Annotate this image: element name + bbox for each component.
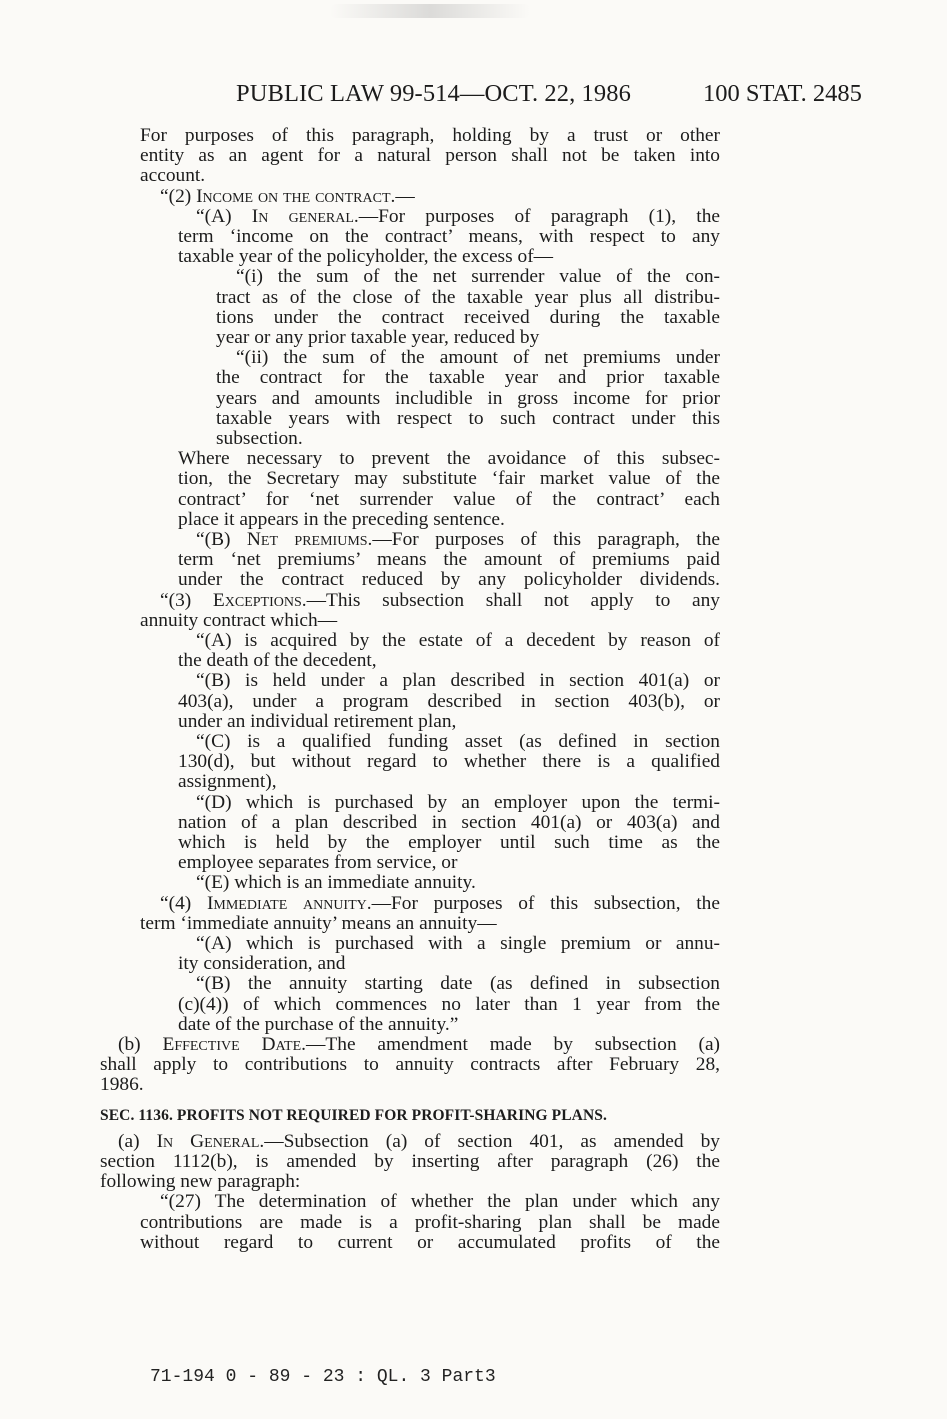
text-line: years and amounts includible in gross income for prior — [216, 387, 720, 409]
text-line: assignment), — [178, 771, 277, 793]
line-rest: —This subsection shall not apply to any — [306, 589, 720, 611]
line-prefix: “(2) — [160, 185, 197, 207]
section-heading-text: SEC. 1136. PROFITS NOT REQUIRED FOR PROFIT-SHARING PLANS. — [100, 1106, 607, 1124]
text-line: date of the purchase of the annuity.” — [178, 1013, 459, 1035]
text-line: shall apply to contributions to annuity contracts after February 28, — [100, 1054, 720, 1076]
text-line — [196, 530, 720, 550]
text-line: the contract for the taxable year and prior taxable — [216, 367, 720, 389]
text-line: (c)(4)) of which commences no later than 1 year from the — [178, 993, 720, 1015]
subsection-heading: Effective Date. — [162, 1034, 307, 1055]
text-line — [160, 591, 720, 611]
text-line: Where necessary to prevent the avoidance of this subsec- — [178, 448, 720, 470]
law-title: PUBLIC LAW 99-514—OCT. 22, 1986 — [236, 80, 631, 107]
text-line: 1986. — [100, 1074, 144, 1096]
text-line: the death of the decedent, — [178, 650, 377, 672]
text-line: employee separates from service, or — [178, 852, 458, 874]
text-line: “(E) which is an immediate annuity. — [196, 872, 476, 894]
line-prefix: “(3) — [160, 589, 213, 611]
text-line: term ‘net premiums’ means the amount of premiums paid — [178, 549, 720, 571]
text-line: entity as an agent for a natural person shall not be taken into — [140, 145, 720, 167]
text-line: following new paragraph: — [100, 1171, 301, 1193]
subsection-heading: Net premiums. — [246, 529, 373, 550]
text-line: taxable year of the policyholder, the excess of— — [178, 246, 554, 268]
text-line: without regard to current or accumulated profits of the — [140, 1231, 720, 1253]
line-prefix: (a) — [118, 1130, 157, 1152]
text-line: nation of a plan described in section 401(a) or 403(a) and — [178, 811, 720, 833]
page-header — [0, 80, 947, 110]
line-prefix: “(4) — [160, 892, 207, 914]
text-line: “(ii) the sum of the amount of net premiums under — [236, 347, 720, 369]
line-prefix: “(B) — [196, 529, 247, 550]
text-line: year or any prior taxable year, reduced by — [216, 327, 540, 348]
text-line: tract as of the close of the taxable year plus all distribu- — [216, 286, 720, 308]
text-line — [196, 207, 720, 227]
text-line: “(D) which is purchased by an employer upon the termi- — [196, 791, 720, 813]
print-code-footer: 71-194 0 - 89 - 23 : QL. 3 Part3 — [150, 1367, 496, 1387]
subsection-heading: Immediate annuity. — [206, 892, 372, 914]
text-line: under the contract reduced by any policyholder dividends. — [178, 569, 720, 591]
subsection-heading: In General. — [156, 1130, 265, 1152]
line-prefix: (b) — [118, 1034, 163, 1055]
text-line: contract’ for ‘net surrender value of the contract’ each — [178, 488, 720, 510]
line-prefix: “(A) — [196, 205, 252, 227]
text-line: For purposes of this paragraph, holding by a trust or other — [140, 125, 720, 146]
line-rest: —For purposes of this subsection, the — [371, 892, 720, 914]
text-line: account. — [140, 165, 206, 187]
line-rest: —The amendment made by subsection (a) — [306, 1034, 721, 1055]
text-line: term ‘immediate annuity’ means an annuity— — [140, 912, 497, 934]
section-heading — [100, 1106, 607, 1126]
subsection-heading: Income on the contract. — [196, 185, 396, 207]
text-line: place it appears in the preceding sentence. — [178, 508, 505, 530]
text-line: “(B) is held under a plan described in section 401(a) or — [196, 670, 720, 692]
text-line: term ‘income on the contract’ means, with respect to any — [178, 226, 720, 247]
line-rest: — — [395, 185, 415, 207]
text-line: “(B) the annuity starting date (as defined in subsection — [196, 973, 720, 995]
text-line — [160, 894, 720, 914]
text-line: “(i) the sum of the net surrender value of the con- — [236, 266, 720, 288]
text-line: “(A) which is purchased with a single premium or annu- — [196, 933, 720, 954]
text-line: taxable years with respect to such contract under this — [216, 407, 720, 429]
text-line: “(A) is acquired by the estate of a decedent by reason of — [196, 630, 720, 651]
text-line: tions under the contract received during the taxable — [216, 306, 720, 328]
text-line: 403(a), under a program described in section 403(b), or — [178, 690, 720, 712]
subsection-heading: Exceptions. — [212, 589, 307, 611]
text-line: 130(d), but without regard to whether there is a qualified — [178, 751, 720, 773]
text-line: section 1112(b), is amended by inserting after paragraph (26) the — [100, 1151, 720, 1172]
text-line — [118, 1035, 720, 1055]
stat-page-number: 100 STAT. 2485 — [703, 80, 862, 107]
text-line: “(C) is a qualified funding asset (as defined in section — [196, 731, 720, 752]
text-line: tion, the Secretary may substitute ‘fair market value of the — [178, 468, 720, 490]
text-line — [118, 1132, 720, 1152]
line-rest: —For purposes of paragraph (1), the — [358, 205, 720, 227]
text-line: ity consideration, and — [178, 953, 346, 975]
line-rest: —Subsection (a) of section 401, as amended by — [264, 1130, 720, 1152]
line-rest: —For purposes of this paragraph, the — [372, 529, 720, 550]
subsection-heading: In general. — [251, 205, 359, 227]
scan-smudge — [330, 4, 530, 18]
text-line: which is held by the employer until such time as the — [178, 832, 720, 853]
text-line — [160, 187, 415, 207]
text-line: contributions are made is a profit-sharing plan shall be made — [140, 1211, 720, 1233]
text-line: under an individual retirement plan, — [178, 710, 457, 732]
text-line: subsection. — [216, 428, 303, 449]
text-line: “(27) The determination of whether the plan under which any — [160, 1191, 720, 1213]
text-line: annuity contract which— — [140, 609, 338, 631]
